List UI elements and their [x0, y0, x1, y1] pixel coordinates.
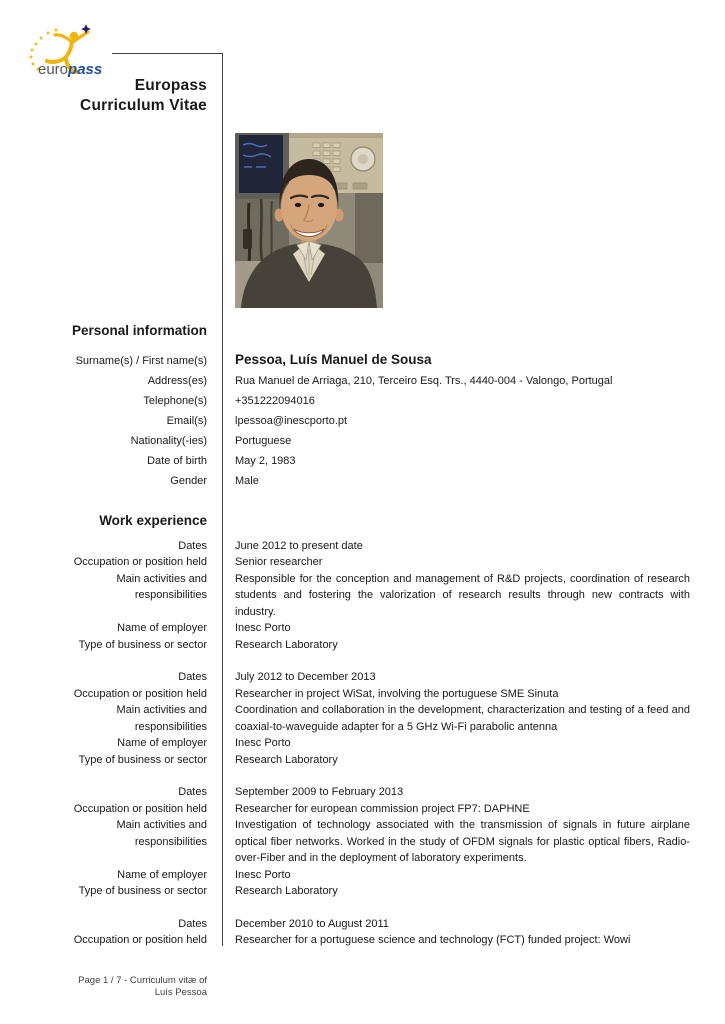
- field-row-dates: [60, 784, 690, 801]
- field-value: Portuguese: [235, 435, 292, 447]
- page-footer: [60, 975, 207, 1000]
- profile-photo: [235, 133, 383, 308]
- europass-logo: [26, 24, 114, 80]
- title-line-1: Europass: [134, 77, 207, 94]
- field-value: Research Laboratory: [235, 885, 338, 897]
- field-row-email: [60, 413, 690, 430]
- field-row-sector: [60, 883, 690, 900]
- logo-text-euro: euro: [38, 61, 69, 78]
- field-row-occupation: [60, 686, 690, 703]
- field-row-telephone: [60, 393, 690, 410]
- field-value: Inesc Porto: [235, 868, 291, 881]
- field-row-occupation: [60, 801, 690, 818]
- field-value: Responsible for the conception and management of R&D projects, coordination of research students and fostering the valorization of research results through new contracts with industry.: [235, 572, 690, 618]
- field-value: Senior researcher: [235, 556, 323, 568]
- field-label: Main activities and responsibilities: [116, 572, 207, 601]
- field-value: Research Laboratory: [235, 753, 338, 766]
- document-title: [40, 76, 207, 116]
- field-label: Nationality(-ies): [130, 435, 207, 447]
- footer-line-1: Page 1 / 7 - Curriculum vitæ of: [78, 974, 207, 986]
- section-heading-work-experience: Work experience: [99, 512, 207, 528]
- title-line-2: Curriculum Vitae: [80, 97, 207, 114]
- field-label: Telephone(s): [143, 395, 207, 407]
- field-value: May 2, 1983: [235, 455, 296, 467]
- field-value: lpessoa@inescporto.pt: [235, 415, 348, 427]
- field-row-nationality: [60, 433, 690, 450]
- field-value: Male: [235, 475, 259, 487]
- field-row-gender: [60, 473, 690, 490]
- field-value: September 2009 to February 2013: [235, 786, 404, 798]
- field-row-date-of-birth: [60, 453, 690, 470]
- field-value: Researcher in project WiSat, involving the portuguese SME Sinuta: [235, 687, 559, 700]
- field-row-employer: [60, 620, 690, 637]
- field-value: Coordination and collaboration in the development, characterization and testing of a feed and coaxial-to-waveguide adapter for a 5 GHz Wi-Fi parabolic antenna: [235, 704, 690, 733]
- field-row-dates: [60, 916, 690, 933]
- field-label: Type of business or sector: [78, 753, 207, 766]
- field-value: Researcher for a portuguese science and technology (FCT) funded project: Wowi: [235, 934, 631, 946]
- field-value: Rua Manuel de Arriaga, 210, Terceiro Esq. Trs., 4440-004 - Valongo, Portugal: [235, 375, 613, 387]
- field-value: July 2012 to December 2013: [235, 671, 376, 683]
- field-label: Type of business or sector: [78, 638, 207, 651]
- field-label: Occupation or position held: [73, 934, 207, 946]
- field-row-dates: [60, 538, 690, 555]
- work-entry-1: [60, 538, 690, 654]
- field-label: Dates: [178, 539, 207, 552]
- field-label: Name of employer: [117, 622, 207, 634]
- field-row-employer: [60, 735, 690, 752]
- field-label: Dates: [178, 786, 207, 798]
- header-rule: [112, 53, 222, 54]
- field-value: Pessoa, Luís Manuel de Sousa: [235, 352, 432, 367]
- field-row-sector: [60, 637, 690, 654]
- field-label: Name of employer: [117, 868, 207, 881]
- section-heading-personal-information: Personal information: [71, 323, 207, 338]
- field-row-employer: [60, 867, 690, 884]
- work-entry-3: [60, 784, 690, 900]
- field-value: December 2010 to August 2011: [235, 917, 389, 930]
- field-label: Address(es): [147, 375, 207, 387]
- field-row-main-activities: [60, 817, 690, 867]
- field-value: Inesc Porto: [235, 737, 291, 749]
- field-row-main-activities: [60, 571, 690, 621]
- field-value: June 2012 to present date: [235, 539, 363, 552]
- field-label: Dates: [178, 917, 207, 930]
- field-value: Investigation of technology associated with the transmission of signals in future airplane optical fiber networks. Worked in the study of OFDM signals for plastic optical fibers, Radio-over-Fiber and in the deployment of laboratory experiments.: [235, 819, 690, 864]
- field-label: Name of employer: [117, 737, 207, 749]
- field-label: Occupation or position held: [73, 687, 207, 700]
- field-label: Occupation or position held: [73, 802, 207, 815]
- field-row-occupation: [60, 554, 690, 571]
- field-value: Inesc Porto: [235, 622, 291, 634]
- field-value: Research Laboratory: [235, 638, 338, 651]
- field-row-main-activities: [60, 702, 690, 735]
- field-row-dates: [60, 669, 690, 686]
- profile-photo-graphic: [235, 133, 383, 308]
- field-label: Dates: [178, 671, 207, 683]
- footer-line-2: Luís Pessoa: [154, 987, 207, 998]
- field-label: Date of birth: [147, 455, 207, 467]
- field-value: +351222094016: [235, 395, 315, 407]
- field-row-occupation: [60, 932, 690, 949]
- field-label: Surname(s) / First name(s): [75, 355, 207, 367]
- work-entry-2: [60, 669, 690, 768]
- field-value: Researcher for european commission project FP7: DAPHNE: [235, 802, 530, 815]
- field-row-surname: [60, 352, 690, 370]
- cv-content: [60, 322, 690, 1000]
- work-entry-4: [60, 916, 690, 949]
- field-label: Gender: [170, 475, 207, 487]
- field-row-address: [60, 373, 690, 390]
- field-label: Main activities and responsibilities: [116, 704, 207, 733]
- field-label: Main activities and responsibilities: [116, 819, 207, 848]
- logo-text-pass: pass: [68, 61, 103, 78]
- field-row-sector: [60, 752, 690, 769]
- field-label: Email(s): [166, 415, 207, 427]
- field-label: Type of business or sector: [78, 885, 207, 897]
- field-label: Occupation or position held: [73, 556, 207, 568]
- europass-logo-graphic: [26, 24, 114, 80]
